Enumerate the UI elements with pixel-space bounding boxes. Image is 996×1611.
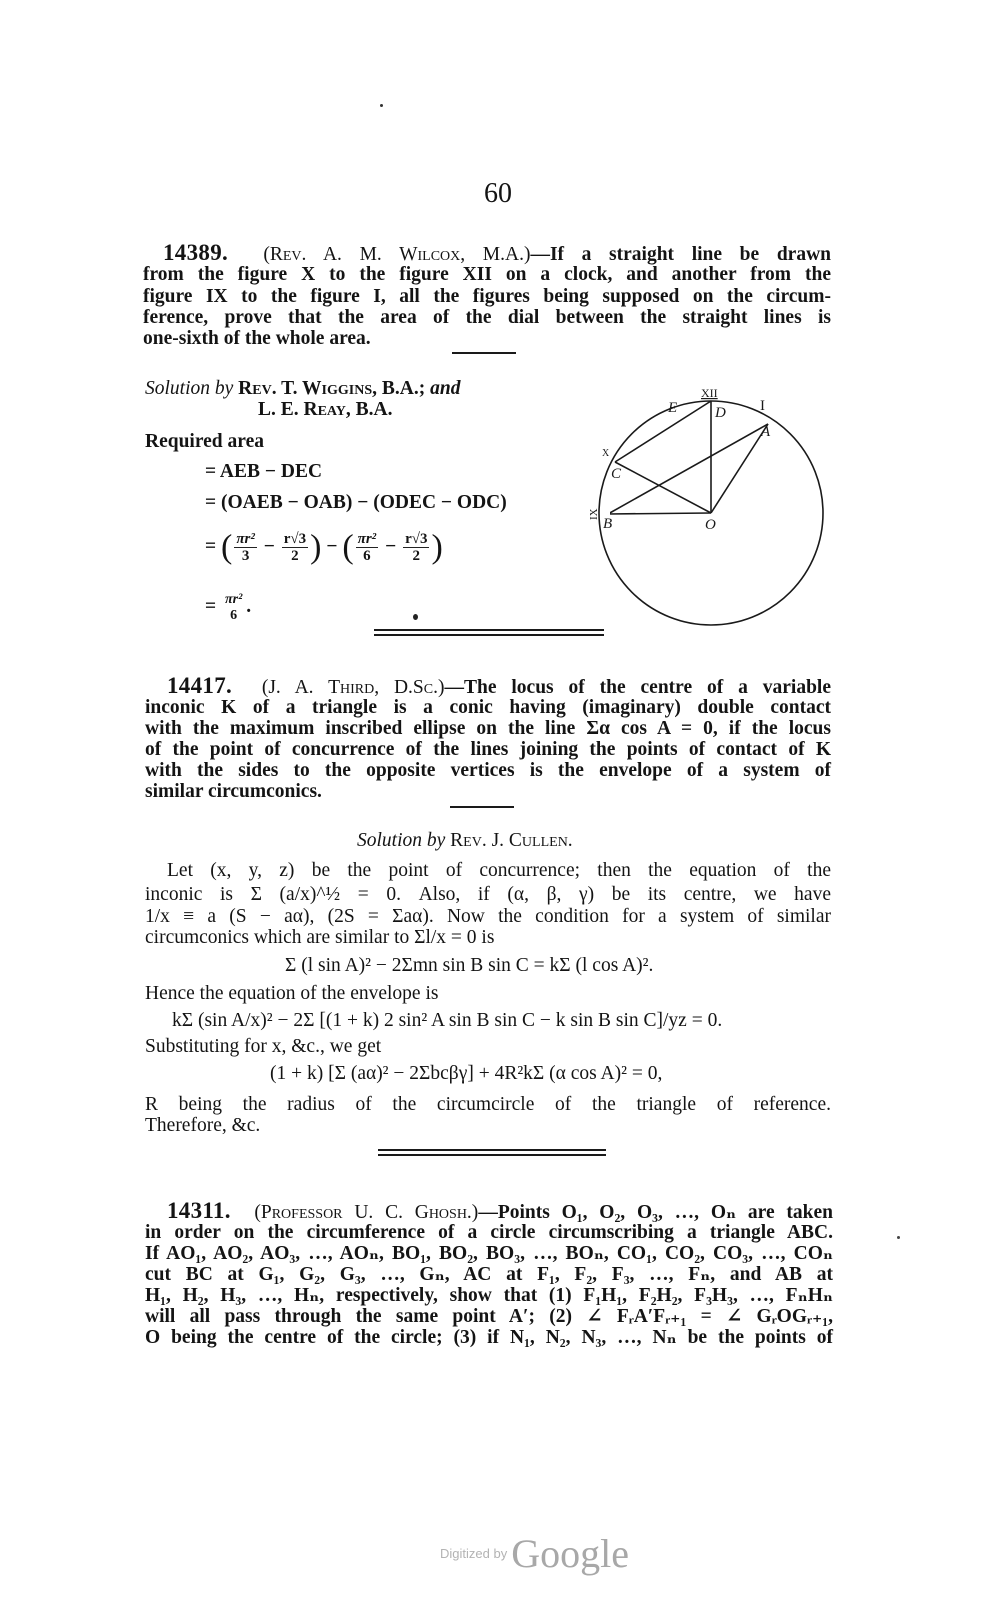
minus-sign: − bbox=[326, 536, 338, 557]
problem-author: (J. A. Third, D.Sc.) bbox=[261, 677, 445, 698]
minus-sign: − bbox=[263, 536, 275, 557]
segment-OC bbox=[615, 462, 711, 513]
problem-text-line: cut BC at G₁, G₂, G₃, …, Gₙ, AC at F₁, F₂, F₃, …, Fₙ, and AB at bbox=[145, 1264, 833, 1285]
page-number: 60 bbox=[484, 178, 512, 209]
label-B: B bbox=[603, 516, 613, 532]
required-area-label: Required area bbox=[145, 431, 264, 452]
paren-open: ( bbox=[342, 528, 354, 566]
problem-text-line: with the maximum inscribed ellipse on the line Σα cos A = 0, if the locus bbox=[145, 718, 831, 739]
scan-speck bbox=[380, 104, 383, 107]
fraction: $\frac{\text{πr²}}{3}$ bbox=[236, 531, 255, 565]
equals-sign: = bbox=[205, 596, 217, 617]
problem-text-line: H₁, H₂, H₃, …, Hₙ, respectively, show that (1) F₁H₁, F₂H₂, F₃H₃, …, FₙHₙ bbox=[145, 1285, 833, 1306]
label-O: O bbox=[705, 517, 716, 533]
problem-number: 14417. bbox=[167, 673, 233, 698]
solution-text-line: circumconics which are similar to Σl/x = 0 is bbox=[145, 927, 495, 948]
fraction: $\frac{\text{πr²}}{6}$ bbox=[357, 531, 377, 565]
equation-similarity-condition: Σ (l sin A)² − 2Σmn sin B sin C = kΣ (l cos A)². bbox=[285, 955, 654, 976]
equation-result: = πr² 6 . bbox=[205, 591, 252, 623]
solver-conjunction: and bbox=[430, 378, 461, 399]
solver-name: Rev. J. Cullen. bbox=[450, 830, 573, 851]
label-XII: XII bbox=[701, 386, 718, 400]
problem-author: (Rev. A. M. Wilcox, M.A.) bbox=[263, 244, 531, 265]
fraction: $\frac{r√3}{2}$ bbox=[405, 531, 428, 565]
problem-text-line: O being the centre of the circle; (3) if N₁, N₂, N₃, …, Nₙ be the points of bbox=[145, 1327, 833, 1348]
section-divider bbox=[450, 806, 514, 808]
problem-14311-line-1 bbox=[145, 1200, 833, 1224]
paren-open: ( bbox=[221, 528, 233, 566]
label-X: X bbox=[602, 448, 610, 459]
solution-text-line: Therefore, &c. bbox=[145, 1115, 261, 1136]
label-IX: IX bbox=[588, 508, 600, 520]
problem-text-line: one-sixth of the whole area. bbox=[143, 328, 371, 349]
scan-speck bbox=[413, 614, 418, 620]
paren-close: ) bbox=[431, 528, 443, 566]
double-rule-top bbox=[374, 629, 604, 631]
segment-CD bbox=[615, 401, 711, 462]
label-E: E bbox=[668, 400, 678, 416]
problem-text: —Points O₁, O₂, O₃, …, Oₙ are taken bbox=[478, 1202, 833, 1223]
solution-byline bbox=[357, 830, 573, 852]
solution-label: Solution by bbox=[145, 378, 234, 399]
clock-dial-diagram bbox=[575, 380, 840, 640]
problem-number: 14311. bbox=[167, 1198, 231, 1223]
problem-text-line: similar circumconics. bbox=[145, 781, 322, 802]
problem-text-line: ference, prove that the area of the dial between the straight lines is bbox=[143, 307, 831, 328]
solution-text-line: Substituting for x, &c., we get bbox=[145, 1036, 382, 1057]
equation-step: = AEB − DEC bbox=[205, 461, 323, 482]
problem-text-line: figure IX to the figure I, all the figures being supposed on the circum- bbox=[143, 286, 831, 307]
double-rule-bottom bbox=[374, 634, 604, 636]
equation-result: (1 + k) [Σ (aα)² − 2Σbcβγ] + 4R²kΣ (α cos A)² = 0, bbox=[270, 1063, 663, 1084]
section-divider bbox=[452, 352, 516, 354]
problem-text: —If a straight line be drawn bbox=[530, 244, 832, 265]
equation-envelope: kΣ (sin A/x)² − 2Σ [(1 + k) 2 sin² A sin B sin C − k sin B sin C]/yz = 0. bbox=[172, 1010, 723, 1031]
label-A: A bbox=[761, 424, 771, 440]
problem-14417-line-1 bbox=[145, 675, 831, 699]
minus-sign: − bbox=[385, 536, 397, 557]
equation-step-fractions bbox=[205, 522, 443, 572]
digitized-by-google-watermark bbox=[440, 1530, 629, 1577]
watermark-prefix: Digitized by bbox=[440, 1546, 508, 1561]
fraction: $\frac{r√3}{2}$ bbox=[283, 531, 307, 565]
equation-step: = (OAEB − OAB) − (ODEC − ODC) bbox=[205, 492, 507, 513]
segment-OB bbox=[608, 513, 711, 514]
solution-text-line: Let (x, y, z) be the point of concurrence; then the equation of the bbox=[167, 860, 831, 881]
solver-name: L. E. Reay, B.A. bbox=[258, 399, 393, 420]
problem-text: —The locus of the centre of a variable bbox=[444, 677, 831, 698]
problem-text-line: from the figure X to the figure XII on a clock, and another from the bbox=[143, 264, 831, 285]
label-D: D bbox=[715, 405, 726, 421]
problem-text-line: of the point of concurrence of the lines joining the points of contact of K bbox=[145, 739, 831, 760]
paren-close: ) bbox=[310, 528, 322, 566]
solution-text-line: Hence the equation of the envelope is bbox=[145, 983, 439, 1004]
double-rule-top bbox=[378, 1149, 606, 1151]
segment-OA bbox=[711, 424, 768, 513]
solver-name: Rev. T. Wiggins, B.A.; bbox=[238, 378, 426, 399]
fraction: πr² 6 bbox=[225, 591, 243, 623]
solution-text-line: R being the radius of the circumcircle of the triangle of reference. bbox=[145, 1094, 831, 1115]
solution-label: Solution by bbox=[357, 830, 446, 851]
problem-text-line: in order on the circumference of a circle circumscribing a triangle ABC. bbox=[145, 1222, 833, 1243]
solution-text-line: inconic is Σ (a/x)^½ = 0. Also, if (α, β, γ) be its centre, we have bbox=[145, 884, 831, 905]
scan-speck bbox=[897, 1236, 900, 1239]
equals-sign: = bbox=[205, 536, 217, 557]
problem-14389-line-1 bbox=[143, 242, 831, 266]
problem-number: 14389. bbox=[163, 240, 229, 265]
label-C: C bbox=[611, 466, 622, 482]
problem-text-line: will all pass through the same point A′; (2) ∠ FᵣA′Fᵣ₊₁ = ∠ GᵣOGᵣ₊₁, bbox=[145, 1306, 833, 1327]
problem-text-line: If AO₁, AO₂, AO₃, …, AOₙ, BO₁, BO₂, BO₃, …, BOₙ, CO₁, CO₂, CO₃, …, COₙ bbox=[145, 1243, 833, 1264]
label-I: I bbox=[760, 398, 765, 414]
problem-text-line: with the sides to the opposite vertices is the envelope of a system of bbox=[145, 760, 831, 781]
problem-text-line: inconic K of a triangle is a conic having (imaginary) double contact bbox=[145, 697, 831, 718]
solution-text-line: 1/x ≡ a (S − aα), (2S = Σaα). Now the condition for a system of similar bbox=[145, 906, 831, 927]
google-logo: Google bbox=[511, 1531, 629, 1576]
double-rule-bottom bbox=[378, 1154, 606, 1156]
problem-author: (Professor U. C. Ghosh.) bbox=[254, 1202, 479, 1223]
solution-byline bbox=[145, 378, 460, 400]
